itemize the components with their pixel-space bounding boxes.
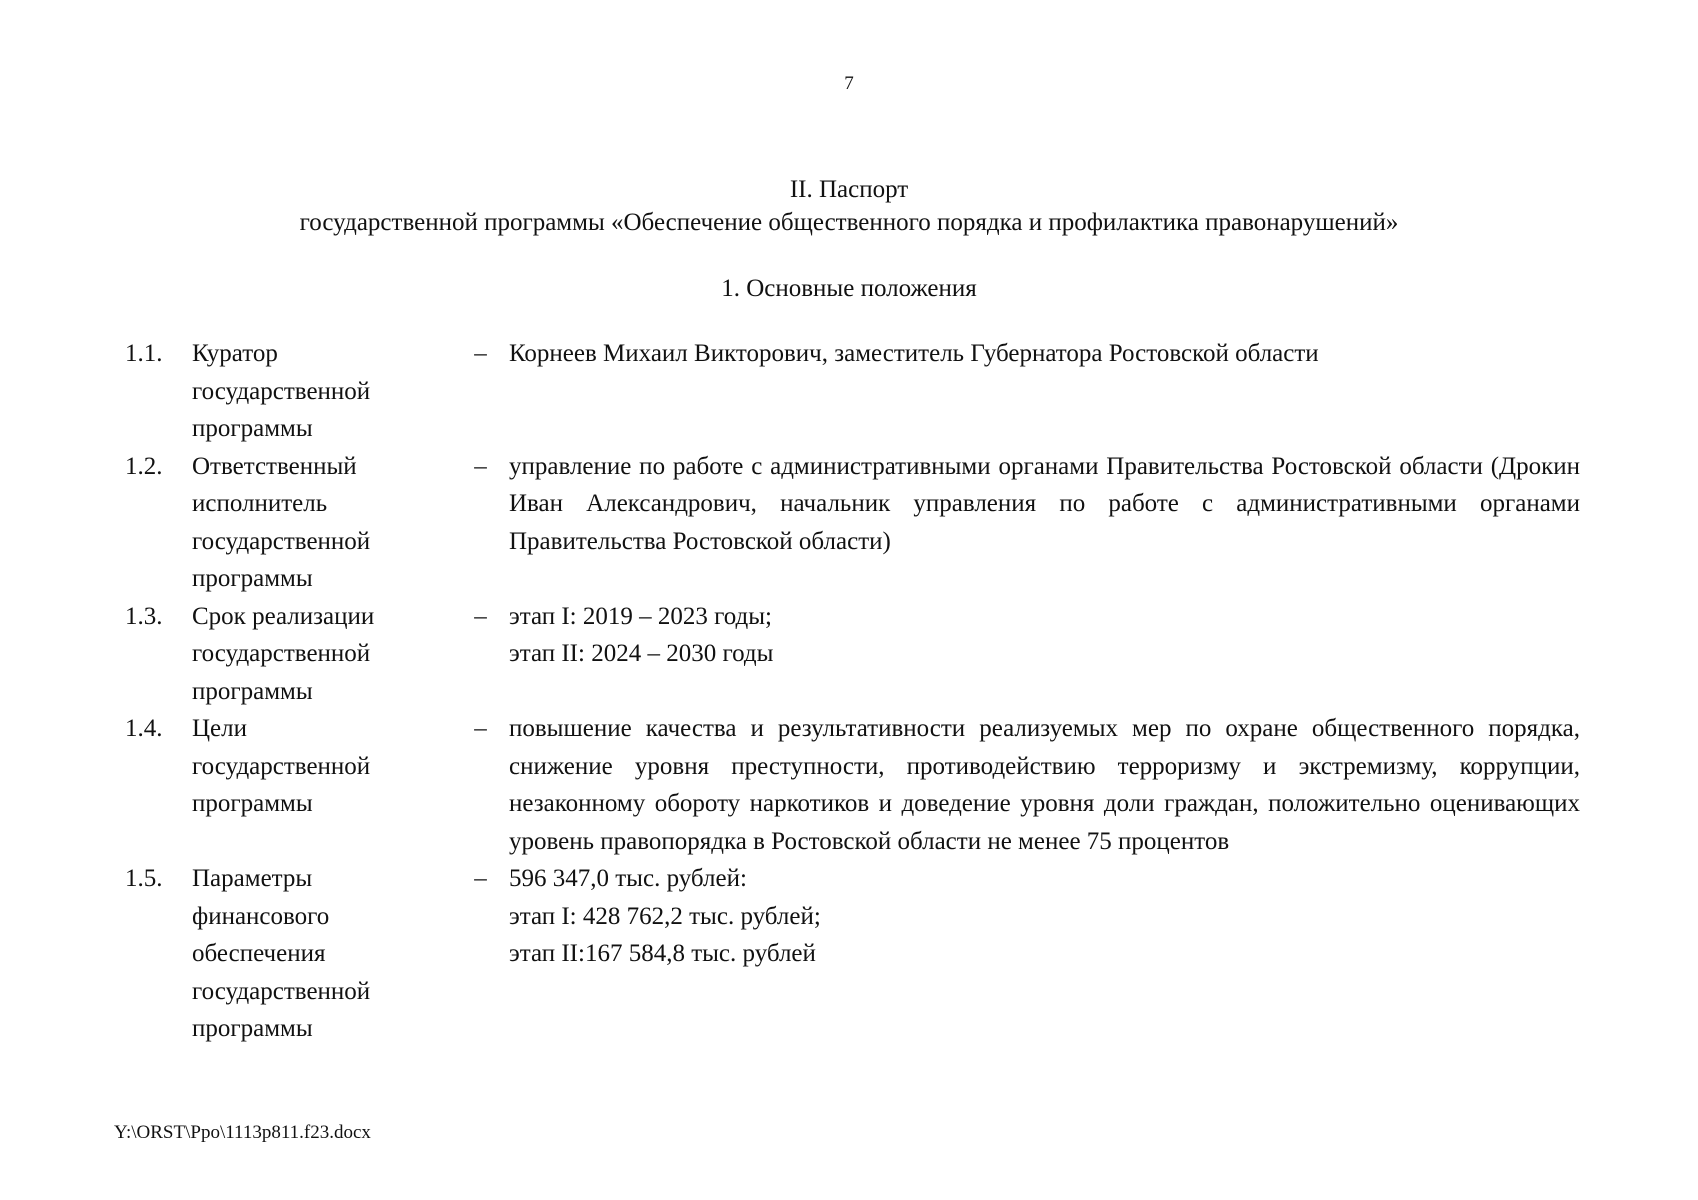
passport-table — [125, 335, 1580, 1048]
program-title: государственной программы «Обеспечение общественного порядка и профилактика правонарушений» — [299, 209, 1399, 236]
row-number: 1.5. — [125, 865, 163, 892]
passport-row-1-5 — [125, 860, 1580, 1048]
stage-line: этап I: 2019 – 2023 годы; — [509, 602, 773, 630]
section-title: II. Паспорт — [789, 176, 909, 203]
row-label: Ответственный исполнитель государственной программы — [192, 452, 371, 592]
funding-stage-2: этап II:167 584,8 тыс. рублей — [509, 940, 816, 967]
row-label: Цели государственной программы — [192, 715, 371, 817]
passport-row-1-2 — [125, 448, 1580, 598]
row-dash: – — [474, 865, 487, 892]
funding-stage-1: этап I: 428 762,2 тыс. рублей; — [509, 902, 821, 930]
row-value — [509, 860, 1580, 973]
passport-row-1-4 — [125, 710, 1580, 860]
stage-line: этап II: 2024 – 2030 годы — [509, 640, 774, 667]
passport-row-1-1 — [125, 335, 1580, 448]
page-number: 7 — [844, 73, 854, 94]
file-path-footer: Y:\ORST\Ppo\1113p811.f23.docx — [114, 1122, 371, 1143]
passport-row-1-3 — [125, 598, 1580, 711]
row-value: Корнеев Михаил Викторович, заместитель Губернатора Ростовской области — [509, 340, 1319, 367]
subsection-title: 1. Основные положения — [721, 275, 977, 302]
row-label: Куратор государственной программы — [192, 340, 371, 442]
row-dash: – — [474, 602, 487, 630]
row-label: Срок реализации государственной программы — [192, 602, 375, 705]
row-dash: – — [474, 340, 487, 367]
row-number: 1.1. — [125, 340, 163, 367]
funding-total: 596 347,0 тыс. рублей: — [509, 865, 747, 892]
row-value: повышение качества и результативности реализуемых мер по охране общественного порядка, снижение уровня преступности, противодействию терроризму и экстремизму, коррупции, незаконному обороту наркотиков и доведение уровня доли граждан, положительно оценивающих уровень правопорядка в Ростовской области не менее 75 процентов — [509, 715, 1580, 855]
row-number: 1.4. — [125, 715, 163, 742]
row-dash: – — [474, 452, 487, 480]
row-number: 1.3. — [125, 602, 163, 630]
row-number: 1.2. — [125, 452, 163, 480]
row-dash: – — [474, 715, 487, 742]
row-label: Параметры финансового обеспечения государственной программы — [192, 865, 371, 1042]
row-value: управление по работе с административными органами Правительства Ростовской области (Дрокин Иван Александрович, начальник управления по работе с административными органами Правительства Ростовской области) — [509, 452, 1580, 555]
row-value — [509, 598, 1580, 673]
